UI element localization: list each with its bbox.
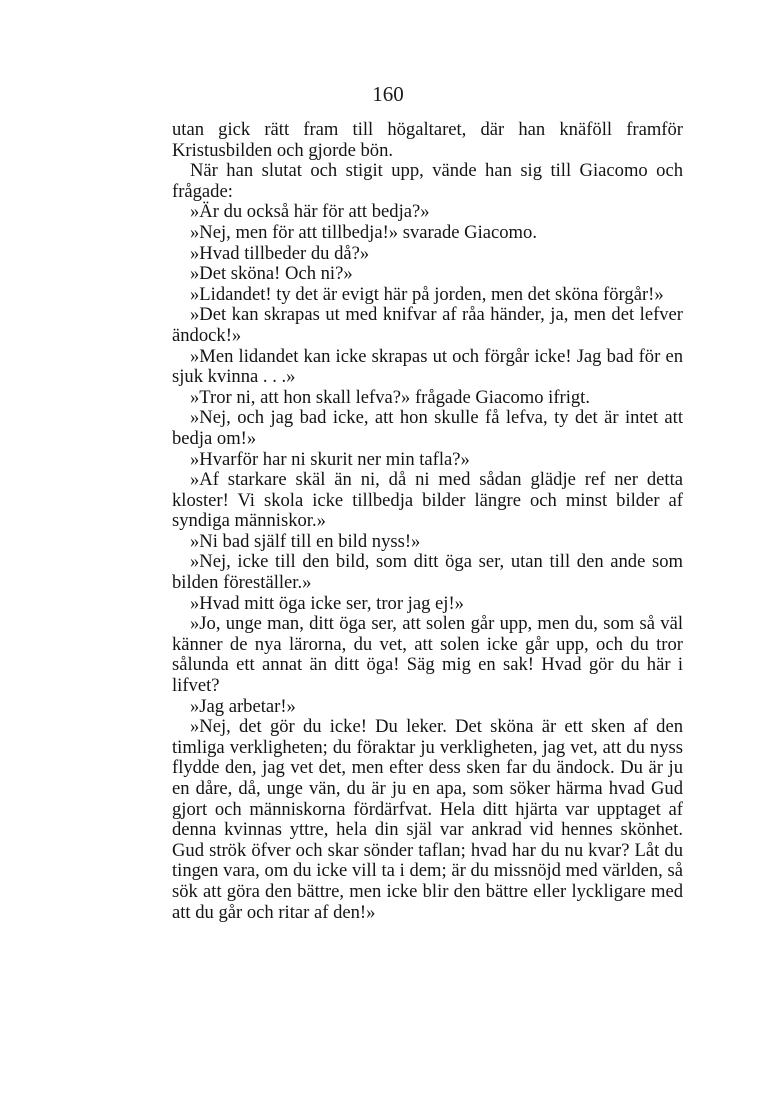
paragraph: När han slutat och stigit upp, vände han sig till Giacomo och frågade: [172,160,683,202]
paragraph: »Nej, det gör du icke! Du leker. Det sköna är ett sken af den timliga verkligheten; du föraktar ju verkligheten, jag vet, att du nyss flydde den, jag vet det, men efter dess sken far du ändock. Du är ju en dåre, då, unge vän, du är ju en apa, som söker härma hvad Gud gjort och människorna fördärfvat. Hela ditt hjärta var upptaget af denna kvinnas yttre, hela din själ var ankrad vid hennes skönhet. Gud strök öfver och skar sönder taflan; hvad har du nu kvar? Låt du tingen vara, om du icke vill ta i dem; är du missnöjd med världen, så sök att göra den bättre, men icke blir den bättre eller lyckligare med att du går och ritar af den!» [172,716,683,923]
paragraph: »Hvad tillbeder du då?» [190,242,370,264]
paragraph: »Men lidandet kan icke skrapas ut och förgår icke! Jag bad för en sjuk kvinna . . .» [172,345,683,388]
paragraph: »Nej, och jag bad icke, att hon skulle få lefva, ty det är intet att bedja om!» [172,407,683,449]
paragraph: »Nej, men för att tillbedja!» svarade Giacomo. [190,221,537,243]
paragraph: »Tror ni, att hon skall lefva?» frågade Giacomo ifrigt. [190,386,591,408]
paragraph: »Ni bad själf till en bild nyss!» [190,530,421,552]
paragraph: »Det kan skrapas ut med knifvar af råa händer, ja, men det lefver ändock!» [172,304,683,346]
page-number: 160 [372,82,404,106]
body-text [172,120,683,923]
paragraph: »Det sköna! Och ni?» [190,263,353,285]
paragraph: »Af starkare skäl än ni, då ni med sådan glädje ref ner detta kloster! Vi skola icke tillbedja bilder längre och minst bilder af syndiga människor.» [172,469,683,532]
paragraph: »Är du också här för att bedja?» [190,201,430,223]
paragraph: »Lidandet! ty det är evigt här på jorden, men det sköna förgår!» [190,283,664,305]
paragraph: »Jag arbetar!» [190,695,296,717]
paragraph: »Hvarför har ni skurit ner min tafla?» [190,448,470,470]
paragraph: »Hvad mitt öga icke ser, tror jag ej!» [190,592,464,614]
paragraph: »Nej, icke till den bild, som ditt öga ser, utan till den ande som bilden föreställer.» [172,551,683,594]
paragraph: »Jo, unge man, ditt öga ser, att solen går upp, men du, som så väl känner de nya lärorna, du vet, att solen icke går upp, och du tror sålunda ett annat än ditt öga! Säg mig en sak! Hvad gör du här i lifvet? [172,613,683,697]
paragraph: utan gick rätt fram till högaltaret, där han knäföll framför Kristusbilden och gjorde bön. [172,119,683,161]
